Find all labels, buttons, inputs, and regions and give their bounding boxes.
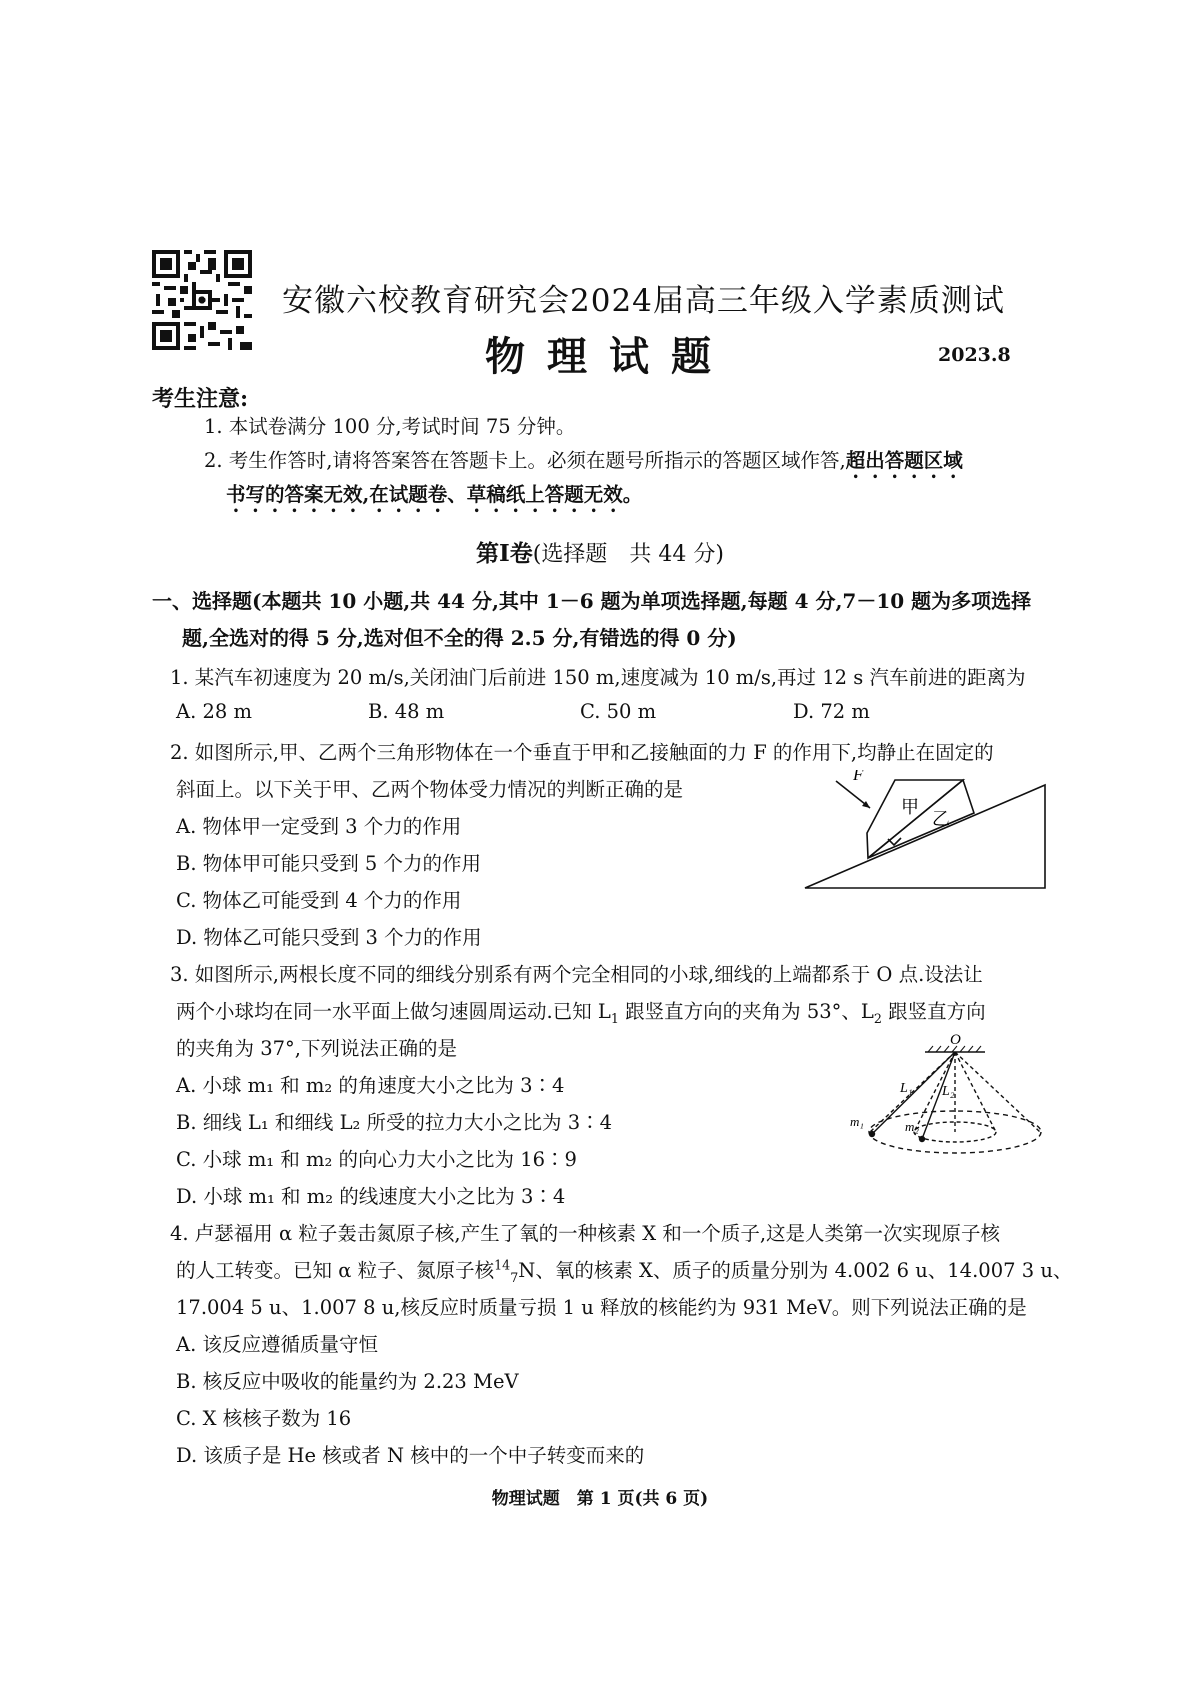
section-1-line-1: 一、选择题(本题共 10 小题,共 44 分,其中 1－6 题为单项选择题,每题 4 分,7－10 题为多项选择 bbox=[152, 589, 1032, 613]
question-3-option-c: C. 小球 m₁ 和 m₂ 的向心力大小之比为 16∶9 bbox=[176, 1148, 577, 1171]
question-4-text-b: N、氧的核素 X、质子的质量分别为 4.002 6 u、14.007 3 u、 bbox=[518, 1259, 1073, 1282]
question-2-stem-line-2: 斜面上。以下关于甲、乙两个物体受力情况的判断正确的是 bbox=[176, 778, 684, 801]
cone-edge-right bbox=[955, 1052, 1040, 1132]
question-3-sub-1: 1 bbox=[610, 1010, 619, 1026]
l2-label: L₂ bbox=[942, 1084, 955, 1099]
notice-item-2-emphasis: 超出答题区域 bbox=[845, 449, 963, 472]
question-3-stem-line-2 bbox=[176, 996, 986, 1026]
block-jia-label: 甲 bbox=[901, 797, 919, 818]
question-3-text-c: 跟竖直方向 bbox=[881, 1000, 986, 1023]
question-3-option-b: B. 细线 L₁ 和细线 L₂ 所受的拉力大小之比为 3∶4 bbox=[176, 1111, 613, 1134]
question-2-option-b: B. 物体甲可能只受到 5 个力的作用 bbox=[176, 852, 482, 875]
question-1-option-d: D. 72 m bbox=[793, 700, 870, 723]
question-2-figure bbox=[800, 770, 1050, 895]
question-3-text-b: 跟竖直方向的夹角为 53°、L bbox=[618, 1000, 874, 1023]
question-4-option-c: C. X 核核子数为 16 bbox=[176, 1407, 352, 1430]
l1-label: L₁ bbox=[900, 1081, 913, 1096]
question-4-option-a: A. 该反应遵循质量守恒 bbox=[176, 1333, 378, 1356]
force-label: F bbox=[853, 770, 864, 784]
qr-code-icon bbox=[152, 250, 252, 350]
notice-item-2-emphasis-2: 书写的答案无效,在试题卷、草稿纸上答题无效。 bbox=[226, 483, 643, 506]
question-1-option-b: B. 48 m bbox=[368, 700, 445, 723]
ball-m2 bbox=[919, 1136, 925, 1142]
point-o-label: O bbox=[950, 1032, 961, 1048]
question-3-text-a: 两个小球均在同一水平面上做匀速圆周运动.已知 L bbox=[176, 1000, 611, 1023]
page-footer: 物理试题 第 1 页(共 6 页) bbox=[491, 1489, 709, 1509]
question-3-option-d: D. 小球 m₁ 和 m₂ 的线速度大小之比为 3∶4 bbox=[176, 1185, 566, 1208]
question-4-atomic-number: 7 bbox=[510, 1269, 519, 1285]
question-3-sub-2: 2 bbox=[873, 1010, 882, 1026]
notice-heading: 考生注意: bbox=[152, 386, 249, 412]
question-4-mass-number: 14 bbox=[494, 1257, 511, 1273]
notice-item-2-continued bbox=[226, 479, 642, 517]
question-1-option-c: C. 50 m bbox=[580, 700, 657, 723]
question-3-stem-line-1: 3. 如图所示,两根长度不同的细线分别系有两个完全相同的小球,细线的上端都系于 O 点.设法让 bbox=[170, 963, 983, 986]
question-2-option-a: A. 物体甲一定受到 3 个力的作用 bbox=[176, 815, 462, 838]
m1-label: m₁ bbox=[850, 1114, 864, 1129]
m2-label: m₂ bbox=[905, 1119, 919, 1134]
ball-m1 bbox=[869, 1131, 875, 1137]
block-yi bbox=[868, 780, 974, 858]
question-3-stem-line-3: 的夹角为 37°,下列说法正确的是 bbox=[176, 1037, 457, 1060]
question-4-stem-line-2 bbox=[176, 1255, 1072, 1285]
question-4-option-d: D. 该质子是 He 核或者 N 核中的一个中子转变而来的 bbox=[176, 1444, 645, 1467]
question-2-option-c: C. 物体乙可能受到 4 个力的作用 bbox=[176, 889, 462, 912]
section-1-line-2: 题,全选对的得 5 分,选对但不全的得 2.5 分,有错选的得 0 分) bbox=[182, 626, 737, 650]
question-4-text-a: 的人工转变。已知 α 粒子、氮原子核 bbox=[176, 1259, 495, 1282]
part-title-main: 第Ⅰ卷 bbox=[476, 540, 533, 567]
question-4-stem-line-3: 17.004 5 u、1.007 8 u,核反应时质量亏损 1 u 释放的核能约为 931 MeV。则下列说法正确的是 bbox=[176, 1296, 1027, 1319]
block-yi-label: 乙 bbox=[932, 809, 950, 830]
exam-date: 2023.8 bbox=[938, 344, 1011, 366]
question-1-option-a: A. 28 m bbox=[176, 700, 252, 723]
part-title bbox=[0, 535, 1200, 568]
part-title-sub: (选择题 共 44 分) bbox=[532, 542, 724, 567]
subject-title: 物理试题 bbox=[485, 333, 733, 380]
notice-item-2-text: 2. 考生作答时,请将答案答在答题卡上。必须在题号所指示的答题区域作答, bbox=[204, 449, 846, 472]
question-2-option-d: D. 物体乙可能只受到 3 个力的作用 bbox=[176, 926, 482, 949]
incline bbox=[805, 785, 1045, 888]
question-1-stem: 1. 某汽车初速度为 20 m/s,关闭油门后前进 150 m,速度减为 10 m/s,再过 12 s 汽车前进的距离为 bbox=[170, 666, 1026, 689]
question-3-option-a: A. 小球 m₁ 和 m₂ 的角速度大小之比为 3∶4 bbox=[176, 1074, 565, 1097]
inner-cone-right bbox=[955, 1052, 996, 1132]
question-3-figure bbox=[850, 1030, 1050, 1165]
question-4-option-b: B. 核反应中吸收的能量约为 2.23 MeV bbox=[176, 1370, 519, 1393]
question-4-stem-line-1: 4. 卢瑟福用 α 粒子轰击氮原子核,产生了氧的一种核素 X 和一个质子,这是人类第一次实现原子核 bbox=[170, 1222, 1001, 1245]
notice-item-2 bbox=[204, 445, 963, 483]
notice-item-1: 1. 本试卷满分 100 分,考试时间 75 分钟。 bbox=[204, 415, 576, 438]
question-2-stem-line-1: 2. 如图所示,甲、乙两个三角形物体在一个垂直于甲和乙接触面的力 F 的作用下,均静止在固定的 bbox=[170, 741, 994, 764]
exam-title: 安徽六校教育研究会2024届高三年级入学素质测试 bbox=[282, 283, 1005, 319]
